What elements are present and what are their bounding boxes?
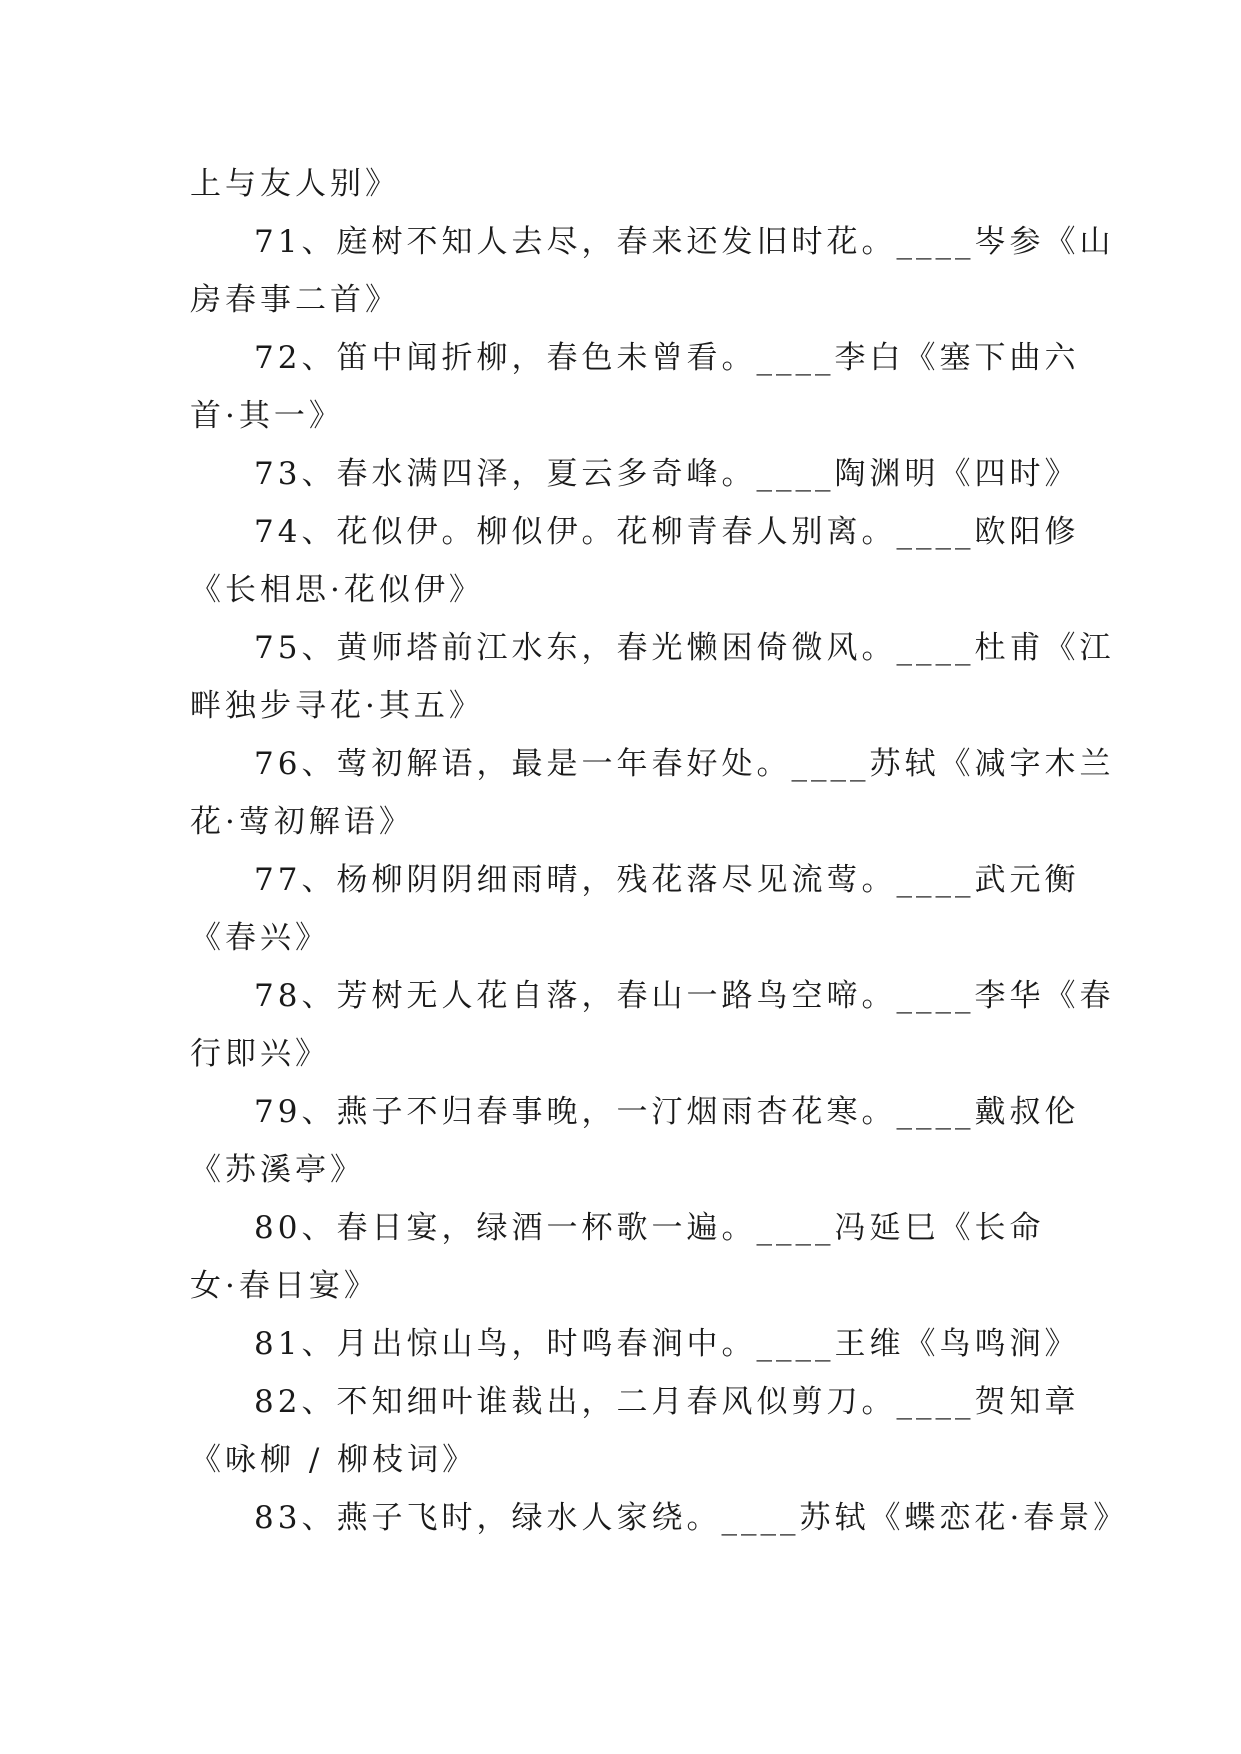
text-line: 房春事二首》 [190, 282, 400, 318]
poem-line-76: 76、莺初解语，最是一年春好处。____苏轼《减字木兰 [254, 746, 1115, 782]
text-line: 《长相思·花似伊》 [190, 572, 484, 608]
text-line: 《咏柳 / 柳枝词》 [190, 1442, 478, 1478]
poem-line-74: 74、花似伊。柳似伊。花柳青春人别离。____欧阳修 [254, 514, 1080, 550]
poem-line-77: 77、杨柳阴阴细雨晴，残花落尽见流莺。____武元衡 [254, 862, 1080, 898]
text-line: 女·春日宴》 [190, 1268, 379, 1304]
text-line: 花·莺初解语》 [190, 804, 414, 840]
poem-line-81: 81、月出惊山鸟，时鸣春涧中。____王维《鸟鸣涧》 [254, 1326, 1080, 1362]
poem-line-79: 79、燕子不归春事晚，一汀烟雨杏花寒。____戴叔伦 [254, 1094, 1080, 1130]
poem-line-83: 83、燕子飞时，绿水人家绕。____苏轼《蝶恋花·春景》 [254, 1500, 1129, 1536]
poem-line-73: 73、春水满四泽，夏云多奇峰。____陶渊明《四时》 [254, 456, 1080, 492]
poem-line-80: 80、春日宴，绿酒一杯歌一遍。____冯延巳《长命 [254, 1210, 1045, 1246]
text-line: 上与友人别》 [190, 166, 400, 202]
text-line: 《春兴》 [190, 920, 330, 956]
text-line: 《苏溪亭》 [190, 1152, 365, 1188]
poem-line-72: 72、笛中闻折柳，春色未曾看。____李白《塞下曲六 [254, 340, 1080, 376]
poem-line-82: 82、不知细叶谁裁出，二月春风似剪刀。____贺知章 [254, 1384, 1080, 1420]
text-line: 畔独步寻花·其五》 [190, 688, 484, 724]
text-line: 行即兴》 [190, 1036, 330, 1072]
text-line: 首·其一》 [190, 398, 344, 434]
poem-line-71: 71、庭树不知人去尽，春来还发旧时花。____岑参《山 [254, 224, 1115, 260]
poem-line-78: 78、芳树无人花自落，春山一路鸟空啼。____李华《春 [254, 978, 1115, 1014]
document-body [190, 155, 1129, 1547]
poem-line-75: 75、黄师塔前江水东，春光懒困倚微风。____杜甫《江 [254, 630, 1115, 666]
